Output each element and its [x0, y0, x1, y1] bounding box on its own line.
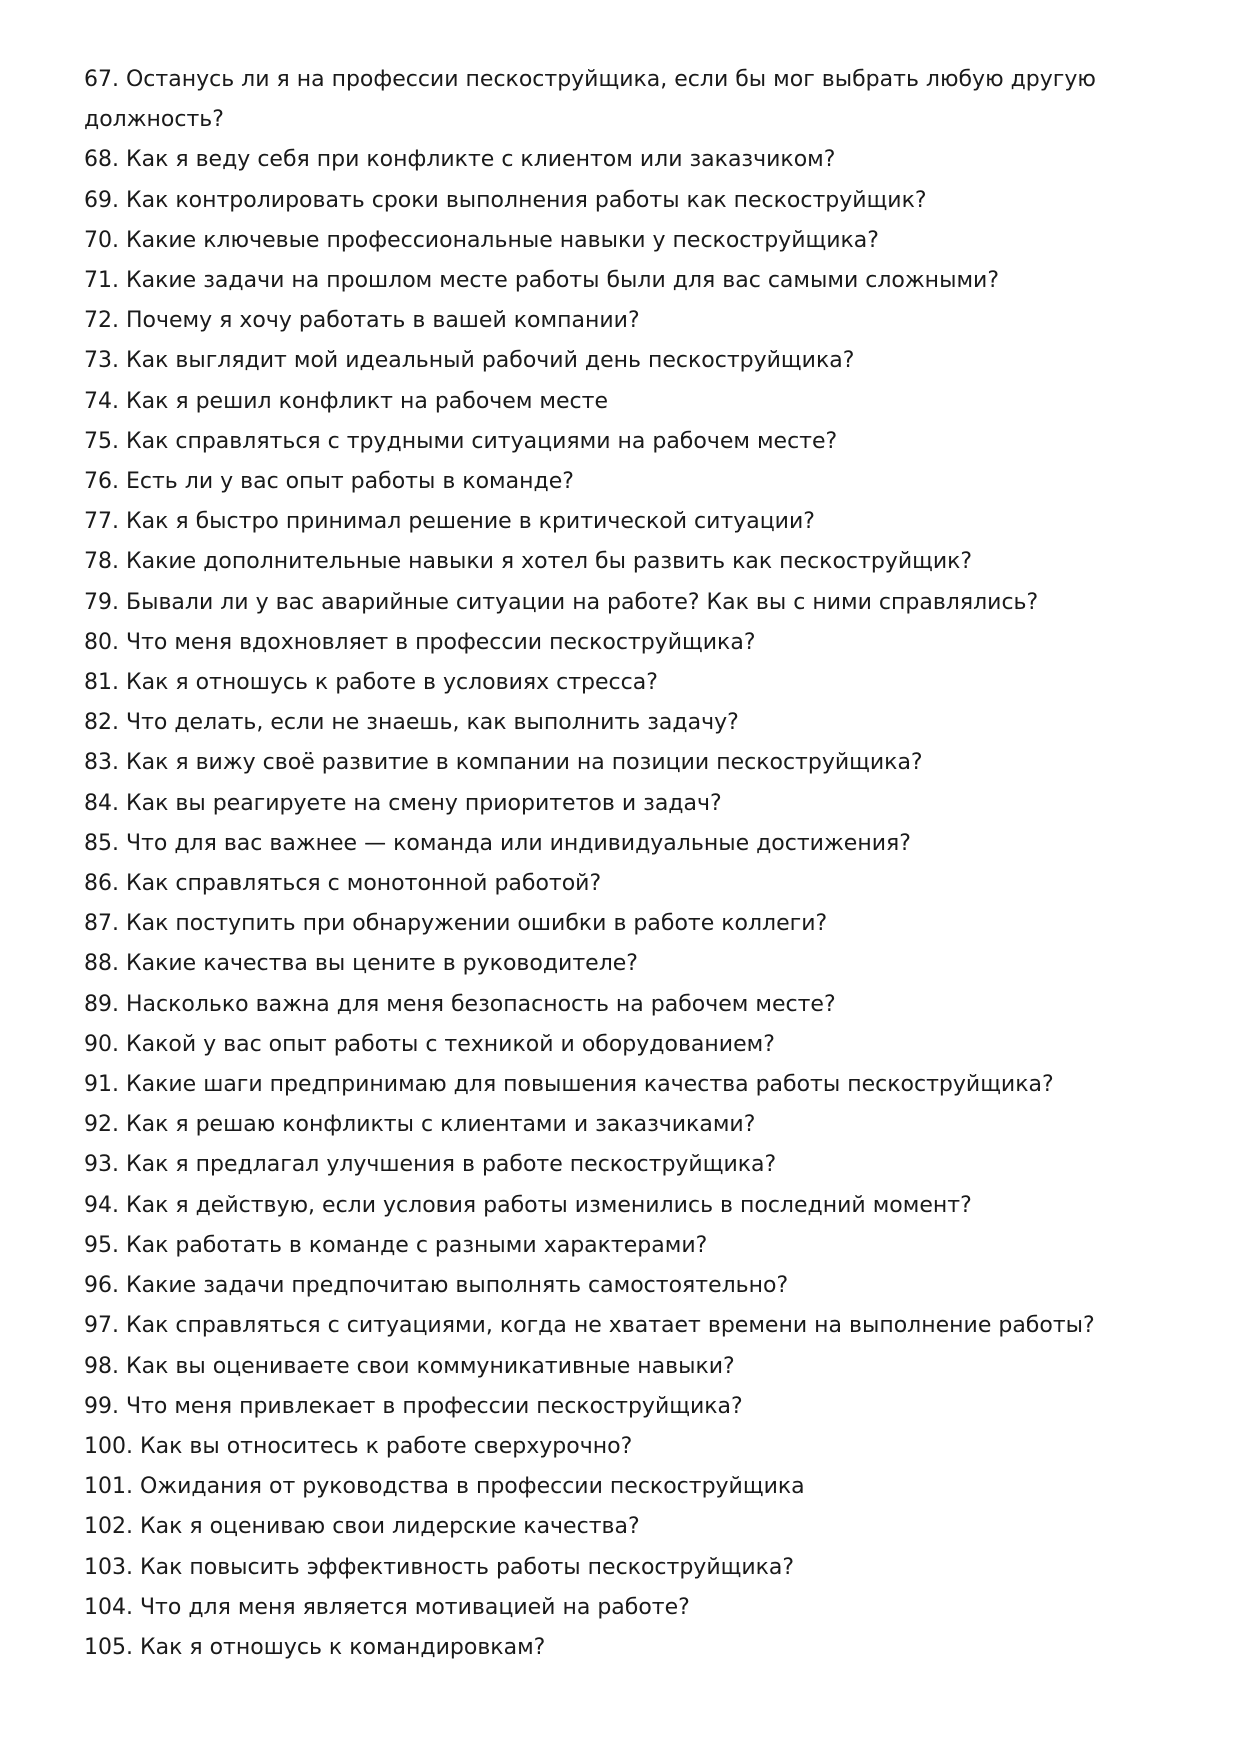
question-93: 93. Как я предлагал улучшения в работе пескоструйщика? — [84, 1152, 777, 1178]
question-85: 85. Что для вас важнее — команда или индивидуальные достижения? — [84, 830, 911, 856]
question-92: 92. Как я решаю конфликты с клиентами и заказчиками? — [84, 1112, 756, 1138]
question-78: 78. Какие дополнительные навыки я хотел бы развить как пескоструйщик? — [84, 549, 973, 575]
question-70: 70. Какие ключевые профессиональные навыки у пескоструйщика? — [84, 227, 879, 253]
question-75: 75. Как справляться с трудными ситуациями на рабочем месте? — [84, 428, 838, 454]
question-72: 72. Почему я хочу работать в вашей компании? — [84, 308, 640, 334]
question-98: 98. Как вы оцениваете свои коммуникативные навыки? — [84, 1353, 735, 1379]
question-82: 82. Что делать, если не знаешь, как выполнить задачу? — [84, 710, 739, 736]
question-list — [84, 60, 1164, 1668]
question-74: 74. Как я решил конфликт на рабочем месте — [84, 388, 609, 414]
question-96: 96. Какие задачи предпочитаю выполнять самостоятельно? — [84, 1273, 789, 1299]
question-71: 71. Какие задачи на прошлом месте работы были для вас самыми сложными? — [84, 268, 1000, 294]
question-68: 68. Как я веду себя при конфликте с клиентом или заказчиком? — [84, 147, 836, 173]
question-104: 104. Что для меня является мотивацией на работе? — [84, 1594, 690, 1620]
question-100: 100. Как вы относитесь к работе сверхурочно? — [84, 1433, 633, 1459]
question-88: 88. Какие качества вы цените в руководителе? — [84, 951, 638, 977]
question-84: 84. Как вы реагируете на смену приоритетов и задач? — [84, 790, 722, 816]
question-86: 86. Как справляться с монотонной работой? — [84, 871, 602, 897]
question-67: 67. Останусь ли я на профессии пескоструйщика, если бы мог выбрать любую другую должность? — [84, 67, 1096, 133]
question-90: 90. Какой у вас опыт работы с техникой и оборудованием? — [84, 1031, 775, 1057]
question-77: 77. Как я быстро принимал решение в критической ситуации? — [84, 509, 815, 535]
question-99: 99. Что меня привлекает в профессии пескоструйщика? — [84, 1393, 743, 1419]
question-101: 101. Ожидания от руководства в профессии пескоструйщика — [84, 1474, 805, 1500]
question-91: 91. Какие шаги предпринимаю для повышения качества работы пескоструйщика? — [84, 1072, 1054, 1098]
question-103: 103. Как повысить эффективность работы пескоструйщика? — [84, 1554, 795, 1580]
question-81: 81. Как я отношусь к работе в условиях стресса? — [84, 670, 658, 696]
question-83: 83. Как я вижу своё развитие в компании на позиции пескоструйщика? — [84, 750, 923, 776]
question-95: 95. Как работать в команде с разными характерами? — [84, 1232, 708, 1258]
question-73: 73. Как выглядит мой идеальный рабочий день пескоструйщика? — [84, 348, 855, 374]
question-102: 102. Как я оцениваю свои лидерские качества? — [84, 1514, 640, 1540]
question-76: 76. Есть ли у вас опыт работы в команде? — [84, 469, 574, 495]
question-97: 97. Как справляться с ситуациями, когда не хватает времени на выполнение работы? — [84, 1313, 1095, 1339]
question-89: 89. Насколько важна для меня безопасность на рабочем месте? — [84, 991, 836, 1017]
question-87: 87. Как поступить при обнаружении ошибки в работе коллеги? — [84, 911, 828, 937]
question-105: 105. Как я отношусь к командировкам? — [84, 1634, 546, 1660]
question-80: 80. Что меня вдохновляет в профессии пескоструйщика? — [84, 629, 756, 655]
question-69: 69. Как контролировать сроки выполнения работы как пескоструйщик? — [84, 187, 927, 213]
question-94: 94. Как я действую, если условия работы изменились в последний момент? — [84, 1192, 972, 1218]
question-79: 79. Бывали ли у вас аварийные ситуации на работе? Как вы с ними справлялись? — [84, 589, 1039, 615]
